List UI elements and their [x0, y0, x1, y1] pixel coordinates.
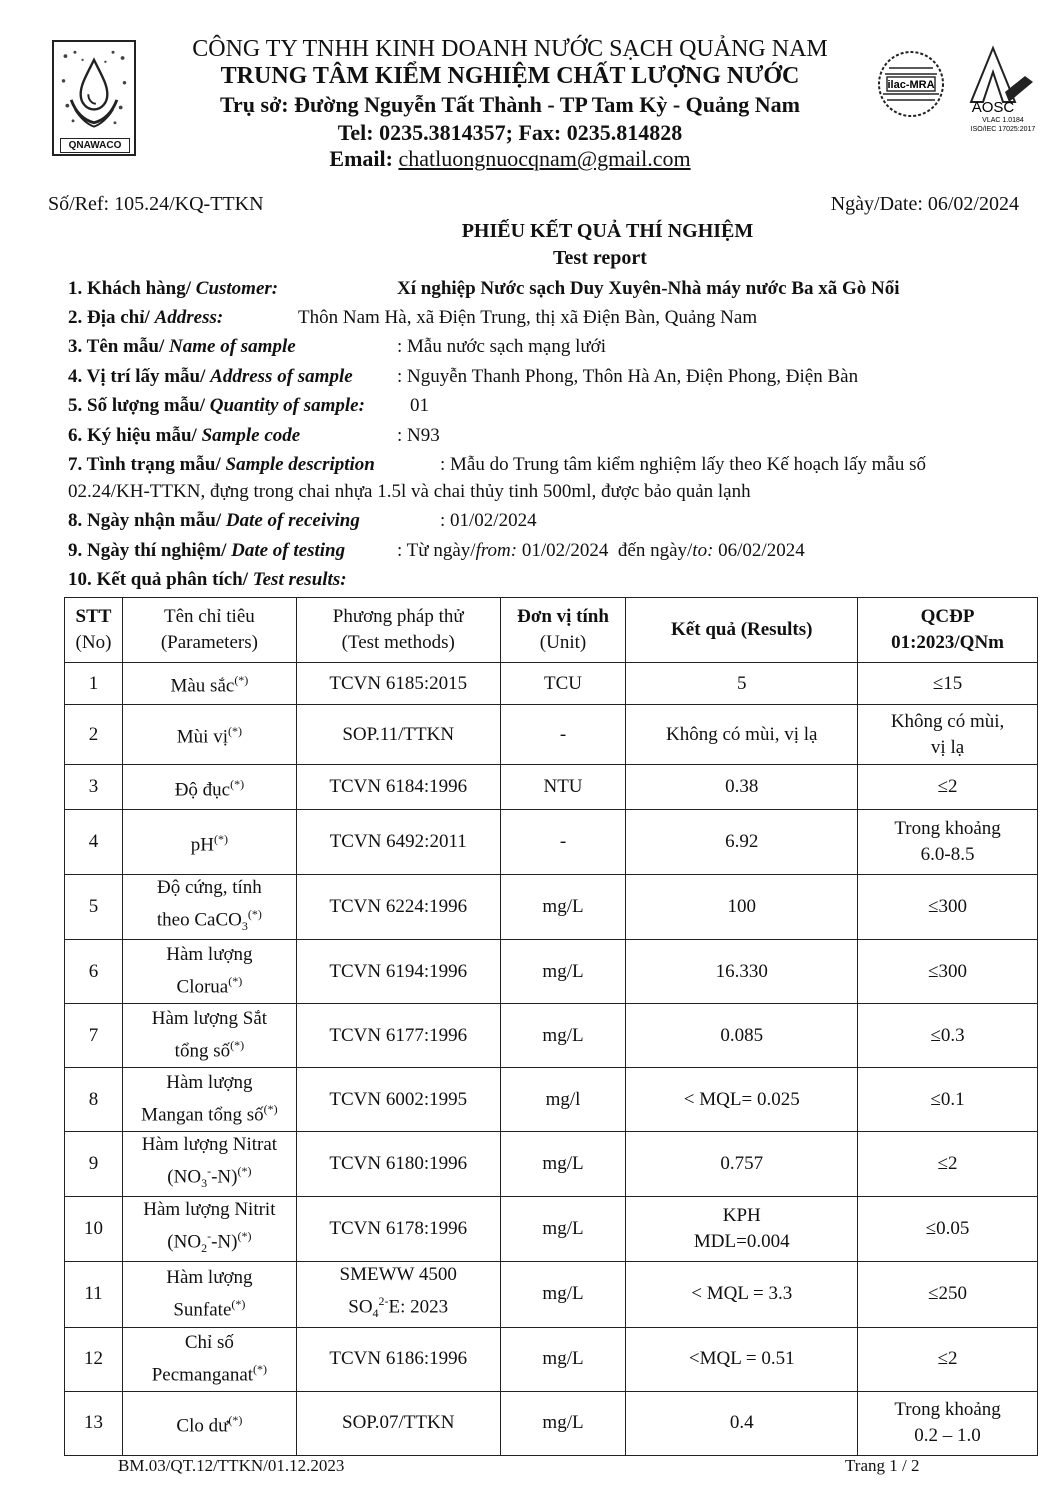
description-label: 7. Tình trạng mẫu/ Sample description	[68, 454, 375, 475]
cell-standard: ≤0.05	[858, 1197, 1038, 1262]
cell-result: < MQL= 0.025	[626, 1068, 858, 1132]
cell-result: Không có mùi, vị lạ	[626, 705, 858, 765]
cell-no: 3	[65, 765, 123, 810]
cell-parameter: Hàm lượng Nitrit $(NO_2^--N)^{(*)}$	[122, 1197, 296, 1262]
address-label: 2. Địa chỉ/ Address:	[68, 307, 224, 328]
cell-unit: mg/L	[500, 875, 626, 940]
cell-unit: mg/L	[500, 940, 626, 1004]
sample-code-label: 6. Ký hiệu mẫu/ Sample code	[68, 425, 301, 446]
header-parameter: Tên chỉ tiêu (Parameters)	[122, 598, 296, 663]
cell-method: SMEWW 4500 $SO_4^{2-}E$: 2023	[296, 1262, 500, 1327]
table-row	[65, 1004, 1038, 1068]
cell-standard: ≤0.3	[858, 1004, 1038, 1068]
testing-date-value: : Từ ngày/from: 01/02/2024 đến ngày/to: 06/02/2024	[397, 540, 805, 561]
cell-method: TCVN 6002:1995	[296, 1068, 500, 1132]
sample-location-label: 4. Vị trí lấy mẫu/ Address of sample	[68, 366, 353, 387]
address-value: Thôn Nam Hà, xã Điện Trung, thị xã Điện Bàn, Quảng Nam	[298, 307, 758, 328]
company-name: CÔNG TY TNHH KINH DOANH NƯỚC SẠCH QUẢNG NAM	[192, 36, 828, 62]
cell-standard: ≤300	[858, 940, 1038, 1004]
cell-result: 5	[626, 663, 858, 705]
cell-method: TCVN 6178:1996	[296, 1197, 500, 1262]
header-result: Kết quả (Results)	[626, 598, 858, 663]
table-row	[65, 1132, 1038, 1197]
description-value-1: : Mẫu do Trung tâm kiểm nghiệm lấy theo Kế hoạch lấy mẫu số	[440, 454, 927, 475]
customer-label: 1. Khách hàng/ Customer:	[68, 278, 279, 299]
cell-unit: mg/L	[500, 1391, 626, 1455]
testing-date-label: 9. Ngày thí nghiệm/ Date of testing	[68, 540, 346, 561]
table-row	[65, 1197, 1038, 1262]
table-row	[65, 1068, 1038, 1132]
cell-parameter: pH(*)	[122, 810, 296, 875]
logo-text: QNAWACO	[60, 138, 130, 153]
cell-parameter: Hàm lượng Clorua(*)	[122, 940, 296, 1004]
company-phone: Tel: 0235.3814357; Fax: 0235.814828	[337, 120, 683, 145]
cell-unit: -	[500, 810, 626, 875]
cell-no: 6	[65, 940, 123, 1004]
table-row	[65, 875, 1038, 940]
cell-result: 16.330	[626, 940, 858, 1004]
center-name: TRUNG TÂM KIỂM NGHIỆM CHẤT LƯỢNG NƯỚC	[220, 63, 800, 89]
quantity-value: 01	[410, 395, 429, 416]
cell-standard: ≤300	[858, 875, 1038, 940]
cell-standard: Trong khoảng 6.0-8.5	[858, 810, 1038, 875]
table-row	[65, 940, 1038, 1004]
table-row	[65, 765, 1038, 810]
company-logo	[52, 40, 136, 156]
cell-result: 6.92	[626, 810, 858, 875]
company-address: Trụ sở: Đường Nguyễn Tất Thành - TP Tam Kỳ - Quảng Nam	[220, 92, 800, 117]
cell-no: 8	[65, 1068, 123, 1132]
customer-value: Xí nghiệp Nước sạch Duy Xuyên-Nhà máy nước Ba xã Gò Nổi	[397, 278, 900, 299]
email-link[interactable]: chatluongnuocqnam@gmail.com	[398, 146, 691, 171]
cell-unit: mg/L	[500, 1262, 626, 1327]
cell-parameter: Độ đục(*)	[122, 765, 296, 810]
results-table	[64, 597, 1038, 1456]
sample-name-label: 3. Tên mẫu/ Name of sample	[68, 336, 296, 357]
cell-parameter: Màu sắc(*)	[122, 663, 296, 705]
report-title: PHIẾU KẾT QUẢ THÍ NGHIỆM	[461, 220, 754, 242]
vlac-number: VLAC 1.0184	[982, 117, 1024, 124]
cell-unit: NTU	[500, 765, 626, 810]
header-unit: Đơn vị tính (Unit)	[500, 598, 626, 663]
cell-method: TCVN 6224:1996	[296, 875, 500, 940]
cell-standard: ≤250	[858, 1262, 1038, 1327]
cell-parameter: Hàm lượng Sunfate(*)	[122, 1262, 296, 1327]
cell-standard: Không có mùi, vị lạ	[858, 705, 1038, 765]
cell-result: 0.4	[626, 1391, 858, 1455]
report-subtitle: Test report	[553, 247, 647, 269]
cell-parameter: Hàm lượng Nitrat $(NO_3^--N)^{(*)}$	[122, 1132, 296, 1197]
cell-parameter: Mùi vị(*)	[122, 705, 296, 765]
cell-result: < MQL = 3.3	[626, 1262, 858, 1327]
reference-number: Số/Ref: 105.24/KQ-TTKN	[48, 193, 264, 215]
header-method: Phương pháp thử (Test methods)	[296, 598, 500, 663]
header-no: STT (No)	[65, 598, 123, 663]
sample-location-value: : Nguyễn Thanh Phong, Thôn Hà An, Điện Phong, Điện Bàn	[397, 366, 859, 387]
cell-no: 9	[65, 1132, 123, 1197]
table-row	[65, 705, 1038, 765]
cell-no: 13	[65, 1391, 123, 1455]
cell-method: TCVN 6180:1996	[296, 1132, 500, 1197]
table-row	[65, 1327, 1038, 1391]
iso-standard: ISO/IEC 17025:2017	[970, 126, 1036, 133]
cell-standard: ≤15	[858, 663, 1038, 705]
cell-result: 0.38	[626, 765, 858, 810]
cell-parameter: Độ cứng, tính theo CaCO$_3$(*)	[122, 875, 296, 940]
company-email-line	[140, 146, 880, 172]
cell-unit: mg/l	[500, 1068, 626, 1132]
cell-method: TCVN 6186:1996	[296, 1327, 500, 1391]
table-row	[65, 810, 1038, 875]
cell-result: 0.757	[626, 1132, 858, 1197]
accreditation-logos	[875, 42, 1043, 138]
form-code: BM.03/QT.12/TTKN/01.12.2023	[118, 1456, 345, 1475]
cell-no: 1	[65, 663, 123, 705]
cell-method: TCVN 6185:2015	[296, 663, 500, 705]
cell-method: TCVN 6177:1996	[296, 1004, 500, 1068]
cell-unit: -	[500, 705, 626, 765]
cell-unit: mg/L	[500, 1197, 626, 1262]
cell-method: TCVN 6184:1996	[296, 765, 500, 810]
receiving-date-value: : 01/02/2024	[440, 510, 537, 531]
cell-no: 2	[65, 705, 123, 765]
table-header-row	[65, 598, 1038, 663]
table-row	[65, 663, 1038, 705]
cell-standard: ≤2	[858, 1132, 1038, 1197]
page-number: Trang 1 / 2	[845, 1456, 920, 1475]
cell-method: TCVN 6194:1996	[296, 940, 500, 1004]
cell-method: TCVN 6492:2011	[296, 810, 500, 875]
cell-parameter: Chỉ số Pecmanganat(*)	[122, 1327, 296, 1391]
cell-unit: mg/L	[500, 1132, 626, 1197]
results-label: 10. Kết quả phân tích/ Test results:	[68, 569, 347, 590]
cell-method: SOP.11/TTKN	[296, 705, 500, 765]
cell-result: 0.085	[626, 1004, 858, 1068]
email-label: Email:	[329, 146, 393, 171]
sample-code-value: : N93	[397, 425, 440, 446]
ilac-logo: ilac-MRA	[887, 79, 935, 91]
cell-unit: TCU	[500, 663, 626, 705]
cell-no: 10	[65, 1197, 123, 1262]
cell-standard: ≤0.1	[858, 1068, 1038, 1132]
cell-result: 100	[626, 875, 858, 940]
aosc-logo: AOSC	[971, 99, 1015, 116]
cell-standard: Trong khoảng 0.2 – 1.0	[858, 1391, 1038, 1455]
cell-parameter: Hàm lượng Sắt tổng số(*)	[122, 1004, 296, 1068]
receiving-date-label: 8. Ngày nhận mẫu/ Date of receiving	[68, 510, 360, 531]
cell-unit: mg/L	[500, 1327, 626, 1391]
report-date: Ngày/Date: 06/02/2024	[830, 193, 1019, 215]
quantity-label: 5. Số lượng mẫu/ Quantity of sample:	[68, 395, 365, 416]
description-value-2: 02.24/KH-TTKN, đựng trong chai nhựa 1.5l và chai thủy tinh 500ml, được bảo quản lạnh	[68, 481, 751, 502]
cell-result: KPH MDL=0.004	[626, 1197, 858, 1262]
cell-parameter: Clo dư(*)	[122, 1391, 296, 1455]
cell-parameter: Hàm lượng Mangan tổng số(*)	[122, 1068, 296, 1132]
table-row	[65, 1262, 1038, 1327]
header-standard: QCĐP 01:2023/QNm	[858, 598, 1038, 663]
cell-unit: mg/L	[500, 1004, 626, 1068]
cell-result: <MQL = 0.51	[626, 1327, 858, 1391]
sample-name-value: : Mẫu nước sạch mạng lưới	[397, 336, 607, 357]
cell-no: 5	[65, 875, 123, 940]
cell-no: 4	[65, 810, 123, 875]
cell-no: 7	[65, 1004, 123, 1068]
table-row	[65, 1391, 1038, 1455]
cell-no: 11	[65, 1262, 123, 1327]
cell-method: SOP.07/TTKN	[296, 1391, 500, 1455]
cell-standard: ≤2	[858, 765, 1038, 810]
cell-no: 12	[65, 1327, 123, 1391]
cell-standard: ≤2	[858, 1327, 1038, 1391]
